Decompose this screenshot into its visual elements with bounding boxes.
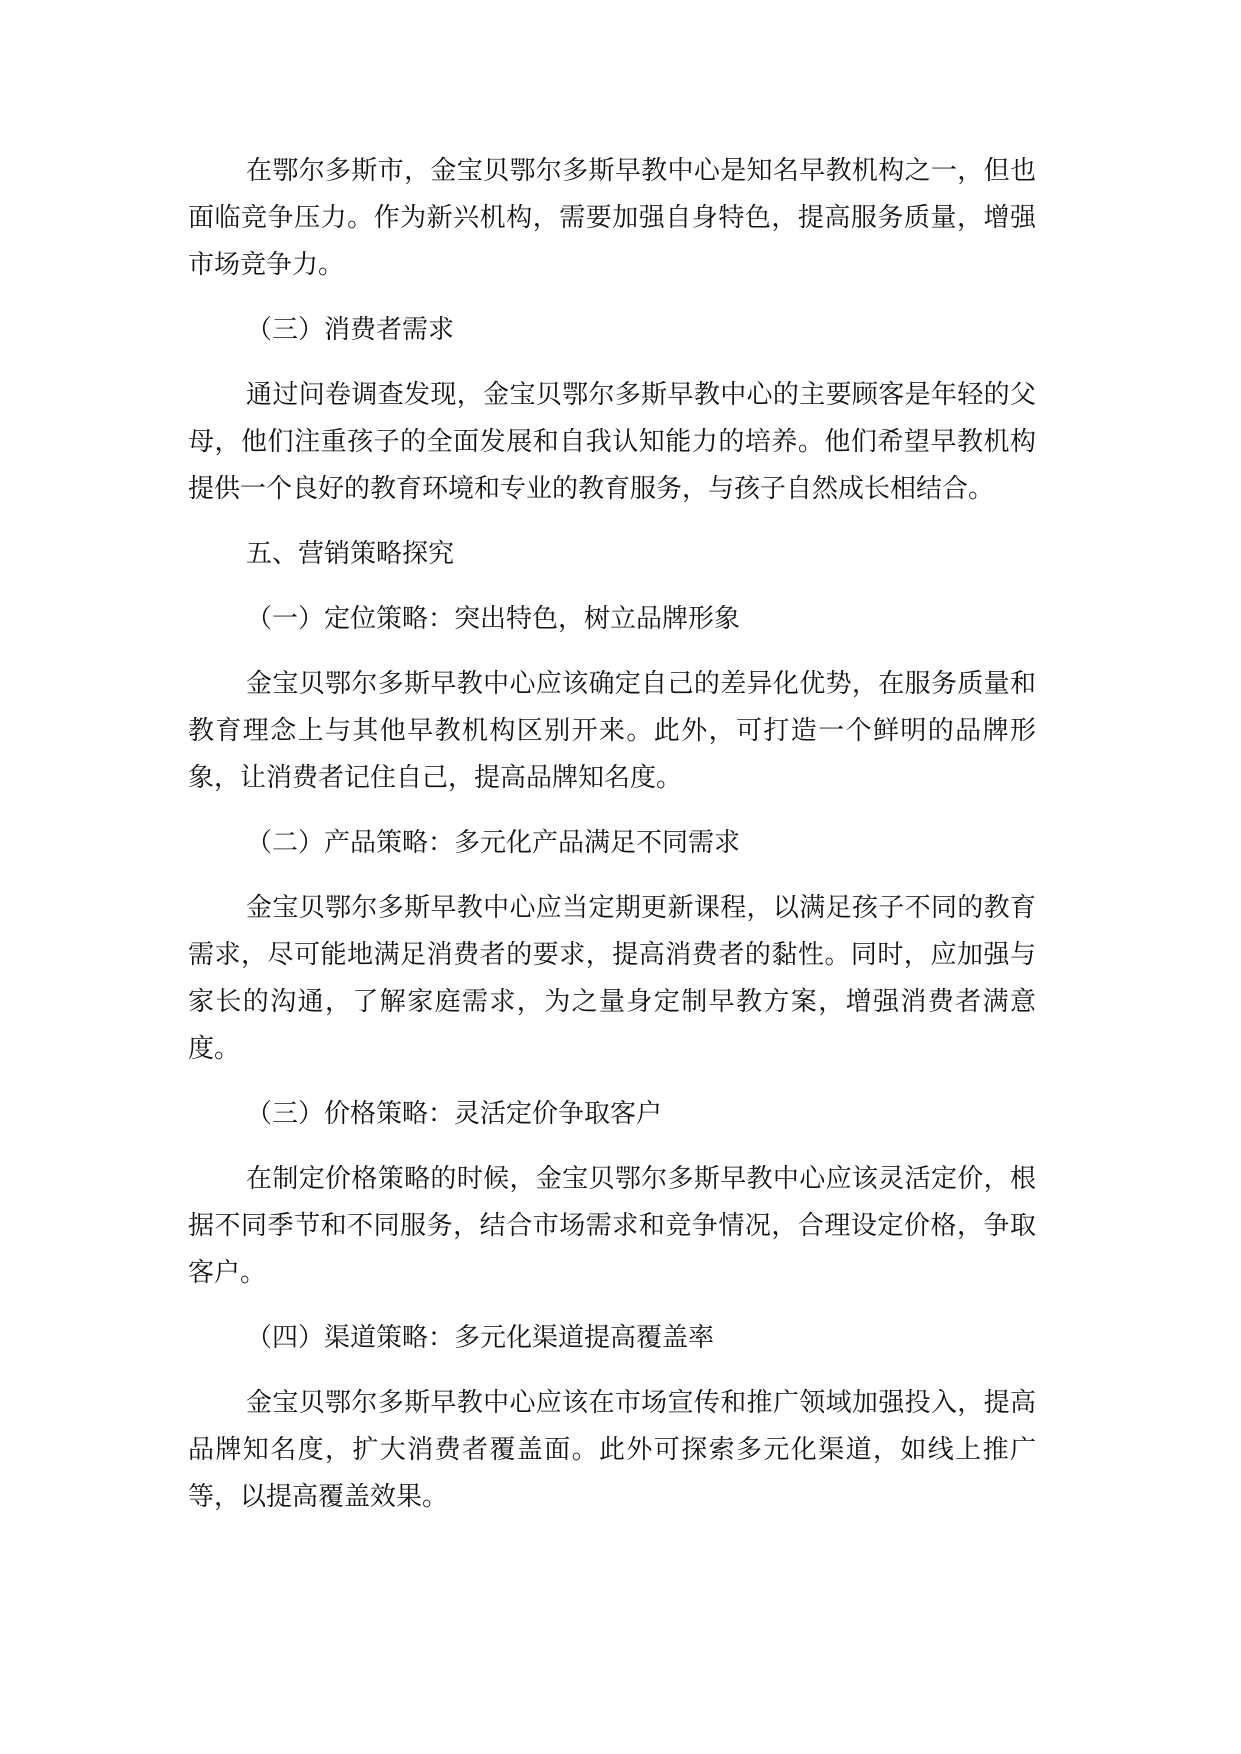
heading-price-strategy: （三）价格策略：灵活定价争取客户 [246, 1099, 663, 1129]
heading-consumer-demand: （三）消费者需求 [246, 315, 455, 345]
heading-product-strategy: （二）产品策略：多元化产品满足不同需求 [246, 828, 741, 858]
paragraph-price-strategy: 在制定价格策略的时候，金宝贝鄂尔多斯早教中心应该灵活定价，根据不同季节和不同服务，结合市场需求和竞争情况，合理设定价格，争取客户。 [188, 1164, 1036, 1288]
paragraph-positioning-strategy: 金宝贝鄂尔多斯早教中心应该确定自己的差异化优势，在服务质量和教育理念上与其他早教机构区别开来。此外，可打造一个鲜明的品牌形象，让消费者记住自己，提高品牌知名度。 [188, 669, 1036, 793]
paragraph-consumer-demand: 通过问卷调查发现，金宝贝鄂尔多斯早教中心的主要顾客是年轻的父母，他们注重孩子的全面发展和自我认知能力的培养。他们希望早教机构提供一个良好的教育环境和专业的教育服务，与孩子自然成长相结合。 [188, 380, 1036, 504]
heading-marketing-strategy: 五、营销策略探究 [246, 539, 455, 569]
paragraph-channel-strategy: 金宝贝鄂尔多斯早教中心应该在市场宣传和推广领域加强投入，提高品牌知名度，扩大消费者覆盖面。此外可探索多元化渠道，如线上推广等，以提高覆盖效果。 [188, 1388, 1036, 1512]
document-body [188, 148, 1036, 1539]
paragraph-competition: 在鄂尔多斯市，金宝贝鄂尔多斯早教中心是知名早教机构之一，但也面临竞争压力。作为新兴机构，需要加强自身特色，提高服务质量，增强市场竞争力。 [188, 156, 1036, 280]
heading-positioning-strategy: （一）定位策略：突出特色，树立品牌形象 [246, 604, 741, 634]
heading-channel-strategy: （四）渠道策略：多元化渠道提高覆盖率 [246, 1323, 715, 1353]
paragraph-product-strategy: 金宝贝鄂尔多斯早教中心应当定期更新课程，以满足孩子不同的教育需求，尽可能地满足消费者的要求，提高消费者的黏性。同时，应加强与家长的沟通，了解家庭需求，为之量身定制早教方案，增强消费者满意度。 [188, 893, 1036, 1064]
